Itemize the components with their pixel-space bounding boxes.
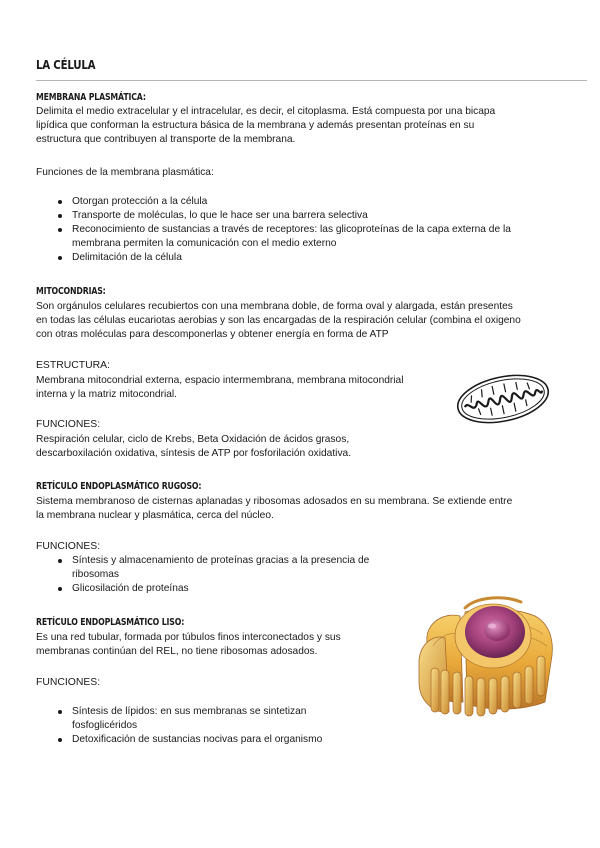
list-item: Otorgan protección a la célula	[36, 195, 511, 209]
mitochondria-icon	[453, 369, 553, 429]
text-line: descarboxilación oxidativa, síntesis de ATP por fosforilación oxidativa.	[36, 448, 352, 459]
title-divider	[36, 80, 587, 81]
list-item-text: Reconocimiento de sustancias a través de receptores: las glicoproteínas de la capa externa de la	[72, 224, 511, 235]
mito-funciones-label: FUNCIONES:	[36, 419, 101, 430]
page-title: LA CÉLULA	[36, 57, 96, 72]
section-heading-membrana: MEMBRANA PLASMÁTICA:	[36, 92, 146, 103]
text-line: Delimita el medio extracelular y el intracelular, es decir, el citoplasma. Está compuesta por una bicapa	[36, 106, 496, 117]
text-line: con otras moléculas para descomponerlas y obtener energía en forma de ATP	[36, 329, 389, 340]
text-line: Respiración celular, ciclo de Krebs, Beta Oxidación de ácidos grasos,	[36, 434, 350, 445]
text-line: Membrana mitocondrial externa, espacio intermembrana, membrana mitocondrial	[36, 375, 404, 386]
rer-funciones-label: FUNCIONES:	[36, 541, 101, 552]
text-line: la membrana nuclear y plasmática, cerca del núcleo.	[36, 510, 274, 521]
text-line: estructura que contribuyen al transporte de la membrana.	[36, 134, 296, 145]
list-item: Detoxificación de sustancias nocivas para el organismo	[36, 733, 322, 747]
section-heading-mitocondrias: MITOCONDRIAS:	[36, 286, 106, 297]
rel-functions-list	[36, 705, 322, 747]
rer-functions-list	[36, 554, 369, 596]
estructura-text	[36, 374, 403, 402]
section-heading-rer: RETÍCULO ENDOPLASMÁTICO RUGOSO:	[36, 481, 202, 492]
text-line: interna y la matriz mitocondrial.	[36, 389, 177, 400]
text-line: Es una red tubular, formada por túbulos finos interconectados y sus	[36, 632, 341, 643]
text-line: en todas las células eucariotas aerobias y son las encargadas de la respiración celular (combina el oxigeno	[36, 315, 521, 326]
membrana-functions-list	[36, 195, 511, 265]
list-item-continuation	[36, 237, 511, 251]
mitocondrias-text	[36, 300, 521, 342]
rer-text	[36, 495, 512, 523]
rel-funciones-label: FUNCIONES:	[36, 677, 101, 688]
list-item-continuation-text: fosfoglicéridos	[72, 720, 138, 731]
estructura-label: ESTRUCTURA:	[36, 360, 110, 371]
list-item-continuation	[36, 568, 369, 582]
text-line: membranas continúan del REL, no tiene ribosomas adosados.	[36, 646, 318, 657]
list-item	[36, 223, 511, 237]
membrana-text	[36, 105, 495, 147]
list-item-continuation	[36, 719, 322, 733]
endoplasmic-reticulum-icon	[405, 572, 565, 722]
list-item: Síntesis de lípidos: en sus membranas se sintetizan	[36, 705, 322, 719]
rel-text	[36, 631, 341, 659]
list-item: Glicosilación de proteínas	[36, 582, 369, 596]
mito-funciones-text	[36, 433, 351, 461]
membrana-functions-intro: Funciones de la membrana plasmática:	[36, 167, 214, 178]
list-item-continuation-text: membrana permiten la comunicación con el medio externo	[72, 238, 337, 249]
text-line: Sistema membranoso de cisternas aplanadas y ribosomas adosados en su membrana. Se extiende entre	[36, 496, 513, 507]
list-item: Síntesis y almacenamiento de proteínas gracias a la presencia de	[36, 554, 369, 568]
section-heading-rel: RETÍCULO ENDOPLASMÁTICO LISO:	[36, 617, 185, 628]
list-item: Delimitación de la célula	[36, 251, 511, 265]
list-item-continuation-text: ribosomas	[72, 569, 119, 580]
list-item: Transporte de moléculas, lo que le hace ser una barrera selectiva	[36, 209, 511, 223]
text-line: lipídica que conforman la estructura básica de la membrana y además presentan proteínas en su	[36, 120, 475, 131]
text-line: Son orgánulos celulares recubiertos con una membrana doble, de forma oval y alargada, están presentes	[36, 301, 513, 312]
